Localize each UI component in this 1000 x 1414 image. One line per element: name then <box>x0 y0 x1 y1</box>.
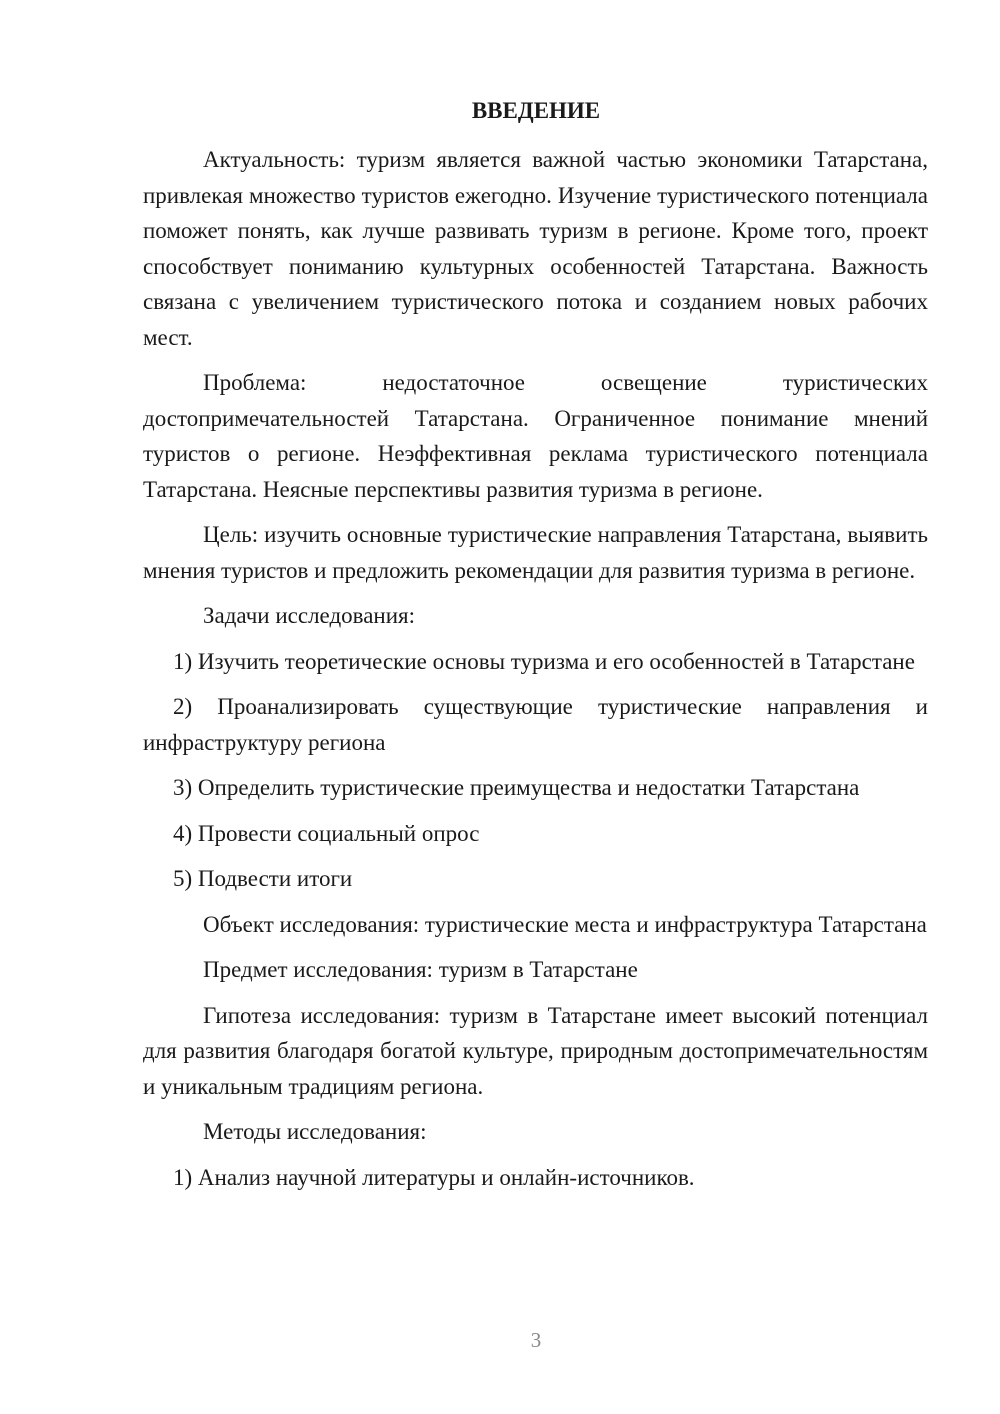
paragraph-object: Объект исследования: туристические места и инфраструктура Татарстана <box>203 911 927 937</box>
methods-title: Методы исследования: <box>203 1119 427 1144</box>
page-title: ВВЕДЕНИЕ <box>471 98 601 123</box>
list-item-method: 1) Анализ научной литературы и онлайн-источников. <box>173 1164 695 1190</box>
paragraph-goal: Цель: изучить основные туристические направления Татарстана, выявить мнения туристов и предложить рекомендации для развития туризма в регионе. <box>143 522 928 583</box>
page-number: 3 <box>530 1328 542 1352</box>
list-item-task: 2) Проанализировать существующие туристические направления и инфраструктуру региона <box>143 694 928 755</box>
paragraph-hypothesis: Гипотеза исследования: туризм в Татарстане имеет высокий потенциал для развития благодаря богатой культуре, природным достопримечательностям и уникальным традициям региона. <box>143 1002 928 1099</box>
document-body <box>143 142 928 1205</box>
list-item-task: 5) Подвести итоги <box>173 866 353 891</box>
list-item-task: 3) Определить туристические преимущества и недостатки Татарстана <box>173 775 860 800</box>
paragraph-problem: Проблема: недостаточное освещение туристических достопримечательностей Татарстана. Ограниченное понимание мнений туристов о регионе. Неэффективная реклама туристического потенциала Татарстана. Неясные перспективы развития туризма в регионе. <box>143 370 928 502</box>
paragraph-subject: Предмет исследования: туризм в Татарстане <box>203 957 638 982</box>
tasks-title: Задачи исследования: <box>203 603 416 628</box>
paragraph-relevance: Актуальность: туризм является важной частью экономики Татарстана, привлекая множество туристов ежегодно. Изучение туристического потенциала поможет понять, как лучше развивать туризм в регионе. Кроме того, проект способствует пониманию культурных особенностей Татарстана. Важность связана с увеличением туристического потока и созданием новых рабочих мест. <box>143 147 928 350</box>
list-item-task: 1) Изучить теоретические основы туризма и его особенностей в Татарстане <box>173 648 915 674</box>
list-item-task: 4) Провести социальный опрос <box>173 820 480 846</box>
